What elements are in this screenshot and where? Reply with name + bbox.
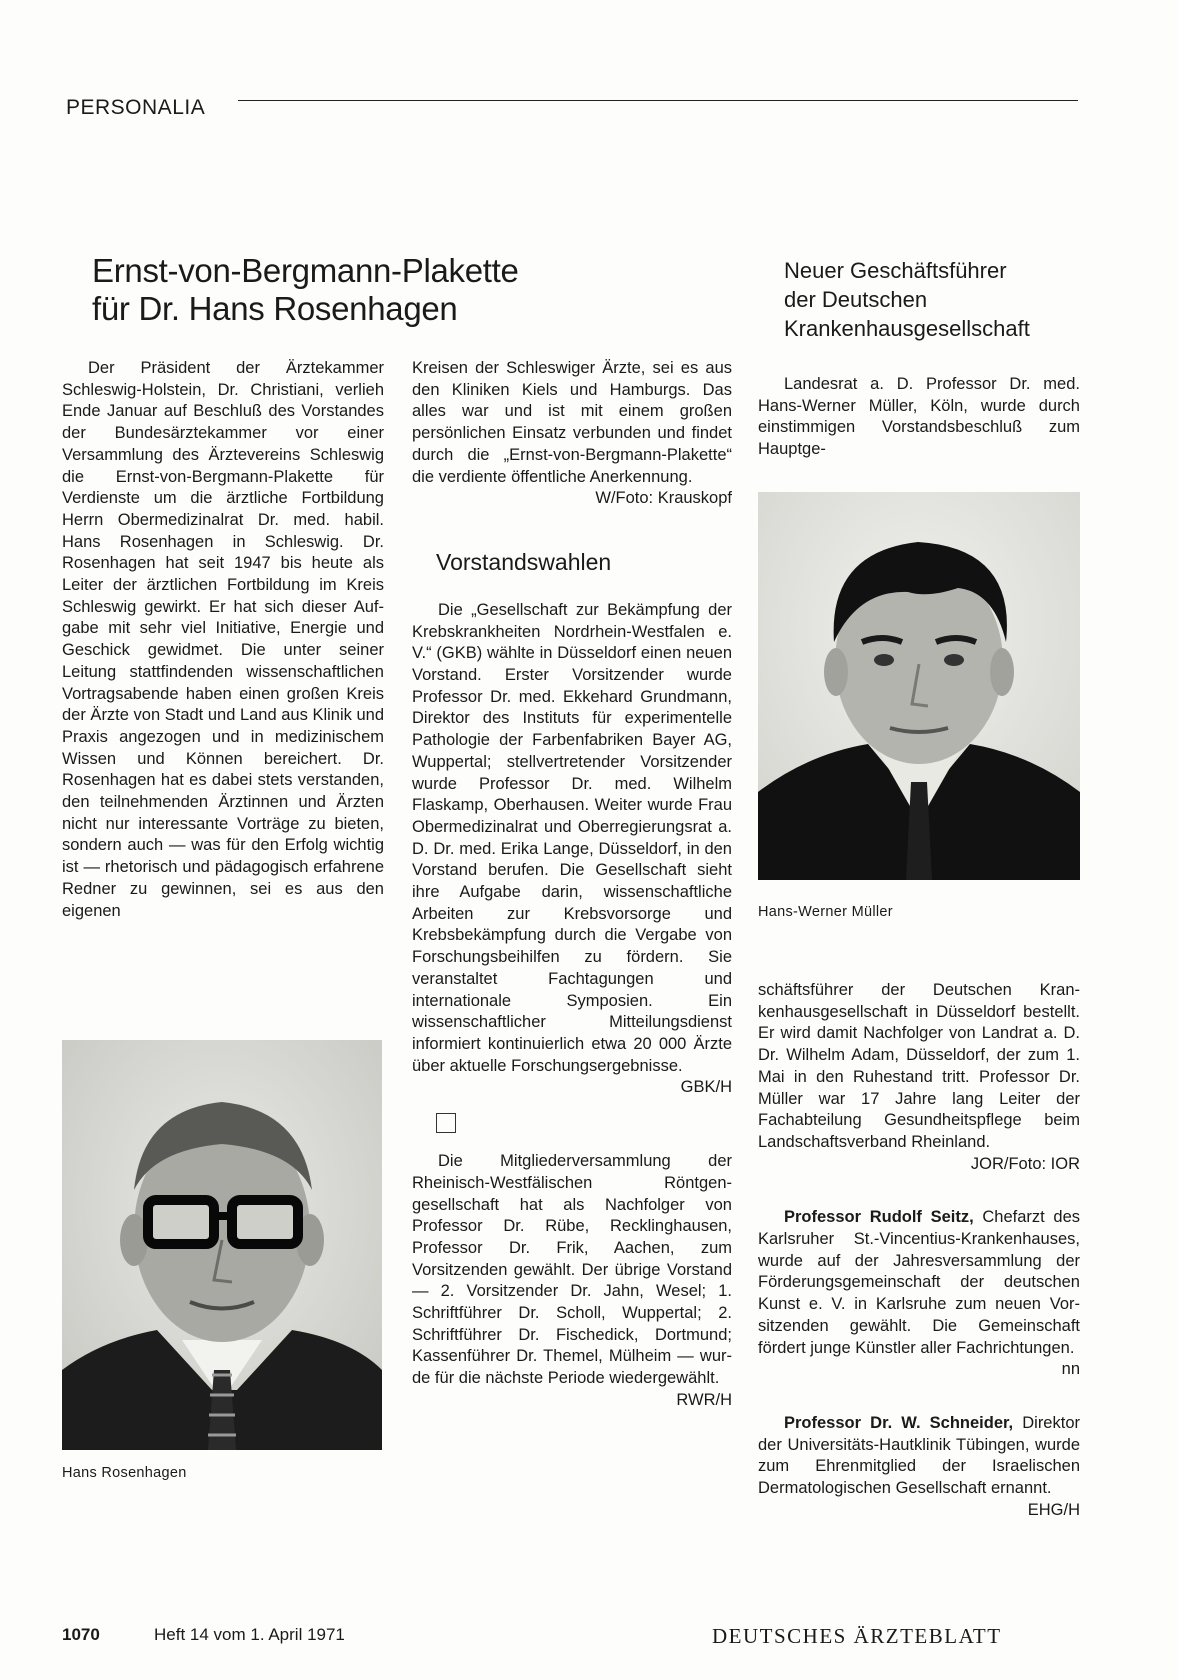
photo-caption-mueller: Hans-Werner Müller	[758, 904, 893, 920]
article4-intro-column	[758, 374, 1080, 461]
signature-row	[412, 1077, 732, 1099]
article2-body: Die „Gesellschaft zur Bekämpfung der Krebskrankheiten Nordrhein-Westfalen e. V.“ (GKB) wählte in Düsseldorf einen neuen Vorstand. Erster Vorsitzender wurde Professor Dr. med. Ekkehard Grundmann, Direktor des Instituts für experimentelle Pathologie der Farbenfabriken Bayer AG, Wuppertal; stellvertretender Vorsitzender wurde Professor Dr. med. Wilhelm Flaskamp, Oberhausen. Weiter wurde Frau Obermedizinalrat und Oberregierungsrat a. D. Dr. med. Erika Lange, Düsseldorf, in den Vorstand berufen. Die Gesellschaft sieht ihre Aufgabe darin, wissenschaftliche Arbeiten zur Krebsvorsorge und Krebsbekämpfung durch die Vergabe von Forschungsbeihilfen zu fördern. Sie veranstaltet Fachtagungen und internationale Symposien. Ein wissenschaftlicher Mitteilungsdienst informiert kontinuierlich etwa 20 000 Ärzte über aktuelle Forschungsergebnisse.	[412, 600, 732, 1075]
article4-headline	[784, 256, 1084, 343]
signature-row	[412, 488, 732, 510]
article6-signature: EHG/H	[1027, 1500, 1080, 1519]
signature-row	[758, 1154, 1080, 1176]
article1-body: Der Präsident der Ärztekammer Schleswig-Holstein, Dr. Christiani, verlieh Ende Januar auf Beschluß des Vorstandes der Bundesärztekammer vor einer Versammlung des Ärztevereins Schleswig die Ernst-von-Bergmann-Plakette für Verdienste um die ärztliche Fortbildung Herrn Obermedizinalrat Dr. med. habil. Hans Rosenhagen in Schleswig. Dr. Rosenhagen hat seit 1947 bis heute als Leiter der ärztlichen Fortbildung im Kreis Schleswig gewirkt. Er hat sich dieser Aufgabe mit sehr viel Initiative, Energie und Geschick gewidmet. Die unter seiner Leitung stattfindenden wissenschaftlichen Vortragsabende haben einen großen Kreis der Ärzte von Stadt und Land aus Klinik und Praxis angezogen und in medizinischem Wissen und Können bereichert. Dr. Rosenhagen hat es dabei stets verstanden, den teilnehmenden Ärztinnen und Ärzten nicht nur interessante Vorträge zu bieten, sondern auch — was für den Erfolg wichtig ist — rhetorisch und pädagogisch erfahrene Redner zu gewinnen, sei es aus den eigenen	[62, 359, 384, 920]
article-column-b	[412, 358, 732, 1412]
article3-body: Die Mitgliederversammlung der Rheinisch-Westfälischen Röntgengesellschaft hat als Nachfolger von Professor Dr. Rübe, Recklinghausen, Professor Dr. Frik, Aachen, zum Vorsitzenden gewählt. Der übrige Vorstand — 2. Vorsitzender Dr. Jahn, Wesel; 1. Schriftführer Dr. Scholl, Wuppertal; 2. Schriftführer Dr. Fischedick, Dortmund; Kassenführer Dr. Themel, Mülheim — wurde für die nächste Periode wiedergewählt.	[412, 1152, 732, 1388]
article5-text: Chefarzt des Karlsruher St.-Vincentius-Krankenhauses, wurde auf der Jahresversammlung der Förderungsgemeinschaft der deutschen Kunst e. V. in Karlsruhe zum neuen Vorsitzenden gewählt. Die Gemeinschaft fördert junge Künstler aller Fachrichtungen.	[758, 1208, 1080, 1357]
signature-row	[758, 1500, 1080, 1522]
article-headline	[92, 252, 652, 328]
headline-line-1: Ernst-von-Bergmann-Plakette	[92, 252, 519, 289]
section-headline-vorstandswahlen: Vorstandswahlen	[436, 548, 612, 575]
headline-line-2: für Dr. Hans Rosenhagen	[92, 290, 458, 327]
article1-signature: W/Foto: Krauskopf	[595, 489, 732, 508]
headline-line-1: Neuer Geschäftsführer	[784, 258, 1007, 283]
portrait-image	[758, 492, 1080, 880]
article6-body	[758, 1413, 1080, 1500]
portrait-image	[62, 1040, 382, 1450]
portrait-photo-rosenhagen	[62, 1040, 382, 1450]
issue-info: Heft 14 vom 1. April 1971	[154, 1625, 345, 1644]
article-column-c	[758, 980, 1080, 1521]
article5-name: Professor Rudolf Seitz,	[784, 1208, 974, 1227]
signature-row	[412, 1390, 732, 1412]
portrait-photo-mueller	[758, 492, 1080, 880]
article-column-a	[62, 358, 384, 922]
section-divider-square	[436, 1113, 456, 1133]
photo-caption-rosenhagen: Hans Rosenhagen	[62, 1465, 187, 1481]
article4-signature: JOR/Foto: IOR	[970, 1154, 1080, 1173]
journal-name: DEUTSCHES ÄRZTEBLATT	[712, 1624, 1002, 1648]
article5-body	[758, 1207, 1080, 1359]
article4-intro: Landesrat a. D. Professor Dr. med. Hans-Werner Müller, Köln, wurde durch einstimmigen Vorstandsbeschluß zum Hauptge-	[758, 375, 1080, 459]
signature-row	[758, 1359, 1080, 1381]
page-number: 1070	[62, 1625, 100, 1644]
header-rule	[238, 100, 1078, 101]
article4-continuation: schäftsführer der Deutschen Krankenhausgesellschaft in Düsseldorf bestellt. Er wird damit Nachfolger von Landrat a. D. Dr. Wilhelm Adam, Düsseldorf, der zum 1. Mai in den Ruhestand tritt. Professor Dr. Müller war 17 Jahre lang Leiter der Fachabteilung Gesundheitspflege beim Landschaftsverband Rheinland.	[758, 981, 1080, 1151]
article5-signature: nn	[1061, 1360, 1080, 1379]
headline-line-2: der Deutschen	[784, 287, 928, 312]
headline-line-3: Krankenhausgesellschaft	[784, 316, 1030, 341]
article6-text: Direktor der Universitäts-Hautklinik Tübingen, wurde zum Ehrenmitglied der Israelischen Dermatologischen Gesellschaft ernannt.	[758, 1413, 1080, 1498]
article2-signature: GBK/H	[680, 1078, 732, 1097]
article3-signature: RWR/H	[676, 1390, 732, 1409]
article6-name: Professor Dr. W. Schneider,	[784, 1413, 1014, 1432]
article1-continuation: Kreisen der Schleswiger Ärzte, sei es aus den Kliniken Kiels und Hamburgs. Das alles war und ist mit einem großen persönlichen Einsatz verbunden und findet durch die „Ernst-von-Bergmann-Plakette“ die verdiente öffentliche Anerkennung.	[412, 359, 732, 486]
section-label: PERSONALIA	[66, 96, 206, 119]
